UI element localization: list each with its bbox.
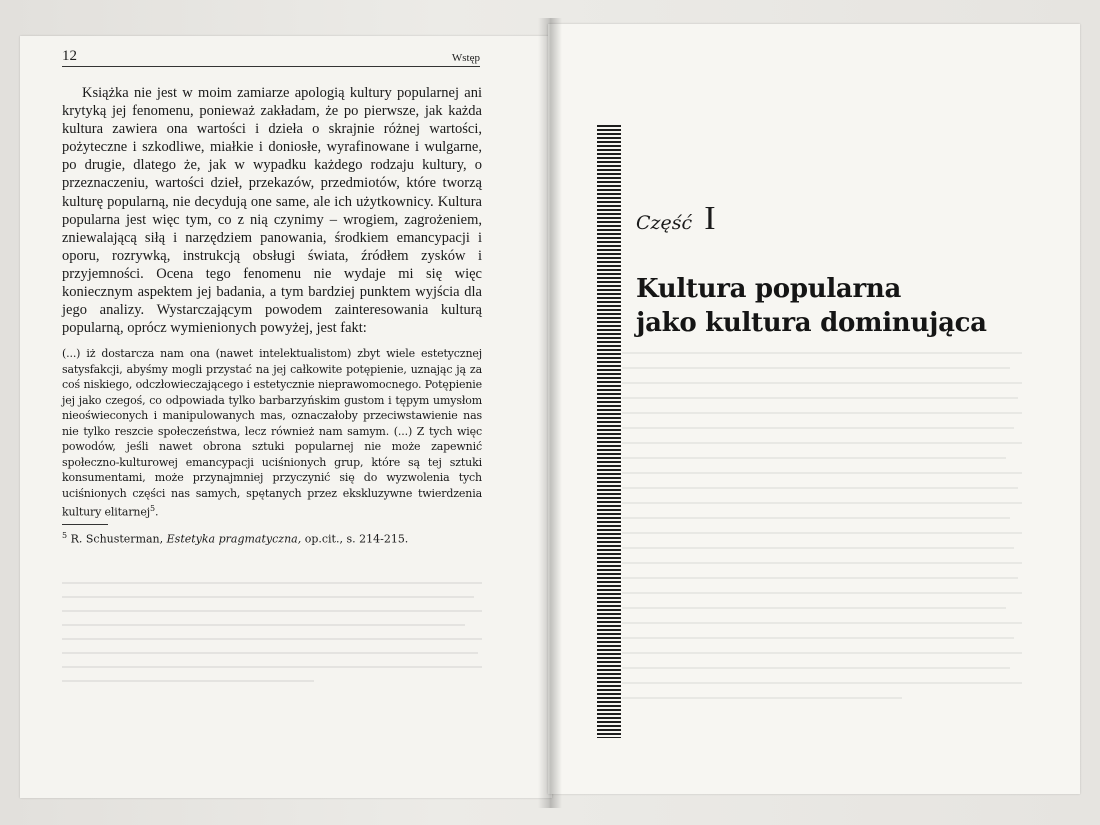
book-gutter-shadow — [538, 18, 562, 808]
footnote-author: R. Schusterman, — [70, 532, 167, 546]
part-label — [636, 200, 716, 238]
right-page — [548, 24, 1080, 794]
quote-end: . — [154, 505, 159, 519]
body-paragraph: Książka nie jest w moim zamiarze apologią kultury popularnej ani krytyką jej fenomenu, ponieważ zakładam, że po pierwsze, jak każda kultura zawiera ona wartości i dzieła o skrajnie różnej wartości, pożyteczne i szkodliwe, miałkie i doniosłe, wyrafinowane i wulgarne, po drugie, dlatego że, jak w wypadku każdego rodzaju kultury, o przeznaczeniu, wartości dzieł, przekazów, przedmiotów, które tworzą kulturę popularną, nie decydują one same, ale ich użytkownicy. Kultura popularna jest więc tym, co z nią czynimy – wrogiem, zagrożeniem, zniewalającą siłą i narzędziem panowania, środkiem emancypacji i oporu, rozrywką, instrukcją obsługi świata, źródłem zysków i przyjemności. Ocena tego fenomenu nie wydaje mi się więc koniecznym aspektem jej badania, a tym bardziej punktem wyjścia dla jego analizy. Wystarczającym powodem zainteresowania kulturą popularną, oprócz wymienionych powyżej, jest fakt: — [62, 85, 482, 337]
part-title-line-1: Kultura popularna — [636, 274, 901, 304]
footnote-rule — [62, 524, 108, 525]
part-title — [636, 272, 1056, 340]
footnote — [62, 531, 482, 546]
part-numeral: I — [704, 200, 716, 237]
quote-text: (...) iż dostarcza nam ona (nawet intelektualistom) zbyt wiele estetycznej satysfakcji, abyśmy mogli przystać na jej całkowite potępienie, uznając ją za coś niskiego, odczłowieczającego i estetycznie nieprawomocnego. Potępienie jej jako czegoś, co odpowiada tylko barbarzyńskim gustom i tępym umysłom nieoświeconych i manipulowanych mas, oznaczałoby przeciwstawienie nas nie tylko reszcie społeczeństwa, lecz również nam samym. (...) Z tych więc powodów, jeśli nawet obrona sztuki popularnej nie może zapewnić społeczno-kulturowej emancypacji uciśnionych grup, które są tej sztuki konsumentami, może przynajmniej przyczynić się do wyzwolenia tych uciśnionych części nas samych, spętanych przez ekskluzywne twierdzenia kultury elitarnej — [62, 347, 482, 519]
running-head — [62, 48, 480, 67]
page-number: 12 — [62, 48, 77, 64]
footnote-title: Estetyka pragmatyczna, — [166, 532, 302, 546]
block-quote — [62, 346, 482, 520]
running-head-chapter: Wstęp — [451, 52, 480, 64]
part-title-line-2: jako kultura dominująca — [636, 308, 987, 338]
part-word: Część — [636, 212, 693, 234]
decorative-stripe-block — [597, 125, 621, 738]
footnote-number: 5 — [62, 531, 68, 540]
footnote-reference: 5 — [149, 504, 155, 513]
footnote-rest: op.cit., s. 214-215. — [301, 532, 409, 546]
